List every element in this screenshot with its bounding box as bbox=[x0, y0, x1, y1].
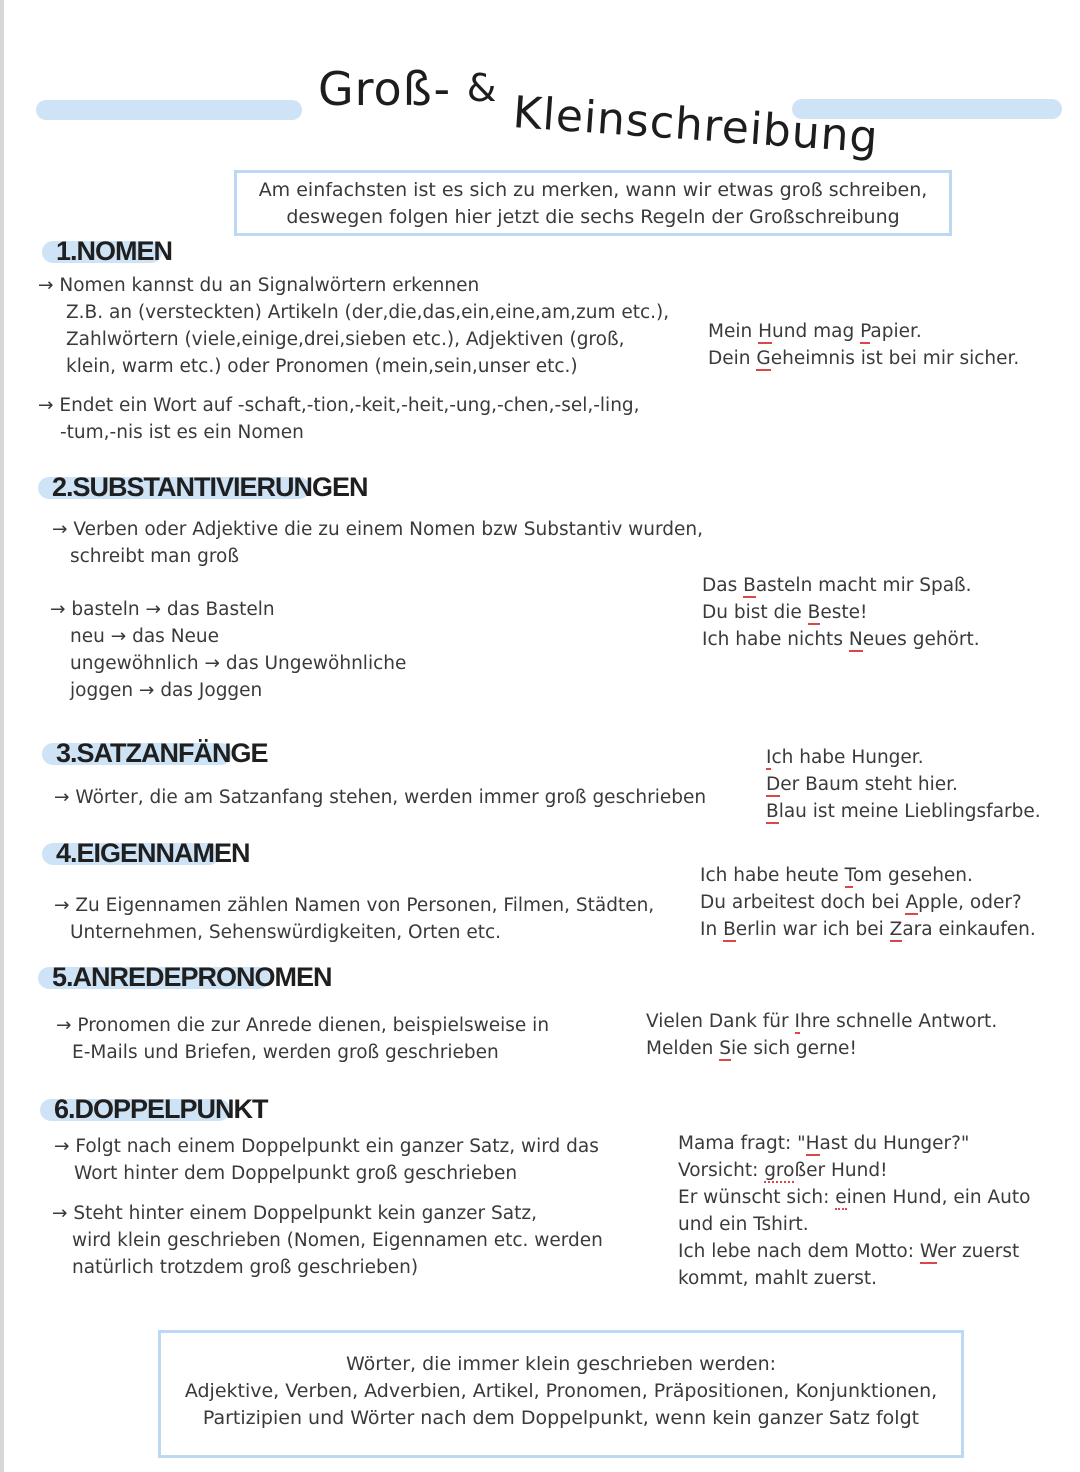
eigen-rule-1: → Zu Eigennamen zählen Namen von Personen, Filmen, Städten, bbox=[54, 895, 655, 916]
nomen-example-1: Mein Hund mag Papier. bbox=[708, 321, 922, 342]
doppel-rule-3: → Steht hinter einem Doppelpunkt kein ganzer Satz, bbox=[52, 1203, 537, 1224]
heading-eigen-text: 4.EIGENNAMEN bbox=[56, 838, 250, 868]
heading-eigennamen bbox=[56, 838, 250, 868]
anrede-example-2: Melden Sie sich gerne! bbox=[646, 1038, 857, 1059]
heading-satzanfaenge bbox=[56, 738, 268, 768]
eigen-example-3: In Berlin war ich bei Zara einkaufen. bbox=[700, 919, 1036, 940]
doppel-example-4: und ein Tshirt. bbox=[678, 1214, 809, 1235]
satz-example-2: Der Baum steht hier. bbox=[766, 774, 958, 795]
heading-substantivierungen bbox=[52, 472, 368, 502]
doppel-rule-2: Wort hinter dem Doppelpunkt groß geschrieben bbox=[74, 1163, 518, 1184]
title-part-1: Groß- bbox=[318, 62, 452, 116]
nomen-rule-6: -tum,-nis ist es ein Nomen bbox=[60, 422, 304, 443]
nomen-example-2: Dein Geheimnis ist bei mir sicher. bbox=[708, 348, 1020, 369]
summary-line-2: Adjektive, Verben, Adverbien, Artikel, Pronomen, Präpositionen, Konjunktionen, bbox=[184, 1380, 938, 1402]
satz-example-3: Blau ist meine Lieblingsfarbe. bbox=[766, 801, 1041, 822]
subst-rule-2: schreibt man groß bbox=[70, 546, 240, 567]
subst-example-2: Du bist die Beste! bbox=[702, 602, 868, 623]
eigen-rule-2: Unternehmen, Sehenswürdigkeiten, Orten etc. bbox=[70, 922, 502, 943]
anrede-rule-1: → Pronomen die zur Anrede dienen, beispielsweise in bbox=[56, 1015, 550, 1036]
doppel-rule-5: natürlich trotzdem groß geschrieben) bbox=[72, 1257, 419, 1278]
subst-rule-6: joggen → das Joggen bbox=[70, 680, 263, 701]
anrede-rule-2: E-Mails und Briefen, werden groß geschrieben bbox=[72, 1042, 499, 1063]
intro-box bbox=[234, 170, 952, 236]
satz-example-1: Ich habe Hunger. bbox=[766, 747, 924, 768]
eigen-example-2: Du arbeitest doch bei Apple, oder? bbox=[700, 892, 1022, 913]
title-ampersand: & bbox=[466, 66, 498, 110]
title-bar-left bbox=[36, 100, 302, 120]
doppel-example-5: Ich lebe nach dem Motto: Wer zuerst bbox=[678, 1241, 1020, 1262]
anrede-example-1: Vielen Dank für Ihre schnelle Antwort. bbox=[646, 1011, 998, 1032]
page-edge bbox=[0, 0, 4, 1472]
heading-subst-text: 2.SUBSTANTIVIERUNGEN bbox=[52, 472, 368, 502]
subst-rule-1: → Verben oder Adjektive die zu einem Nomen bzw Substantiv wurden, bbox=[52, 519, 704, 540]
heading-anredepronomen bbox=[52, 962, 332, 992]
intro-line-2: deswegen folgen hier jetzt die sechs Regeln der Großschreibung bbox=[286, 206, 900, 228]
subst-rule-5: ungewöhnlich → das Ungewöhnliche bbox=[70, 653, 407, 674]
nomen-rule-3: Zahlwörtern (viele,einige,drei,sieben etc.), Adjektiven (groß, bbox=[66, 329, 625, 350]
summary-line-3: Partizipien und Wörter nach dem Doppelpunkt, wenn kein ganzer Satz folgt bbox=[202, 1407, 920, 1429]
intro-line-1: Am einfachsten ist es sich zu merken, wann wir etwas groß schreiben, bbox=[258, 179, 928, 201]
nomen-rule-5: → Endet ein Wort auf -schaft,-tion,-keit,-heit,-ung,-chen,-sel,-ling, bbox=[38, 395, 640, 416]
doppel-rule-1: → Folgt nach einem Doppelpunkt ein ganzer Satz, wird das bbox=[54, 1136, 599, 1157]
page-title bbox=[318, 62, 881, 164]
doppel-example-3: Er wünscht sich: einen Hund, ein Auto bbox=[678, 1187, 1031, 1208]
subst-rule-4: neu → das Neue bbox=[70, 626, 220, 647]
subst-example-3: Ich habe nichts Neues gehört. bbox=[702, 629, 980, 650]
subst-example-1: Das Basteln macht mir Spaß. bbox=[702, 575, 972, 596]
nomen-rule-4: klein, warm etc.) oder Pronomen (mein,sein,unser etc.) bbox=[66, 356, 578, 377]
heading-nomen-text: 1.NOMEN bbox=[56, 236, 173, 266]
subst-rule-3: → basteln → das Basteln bbox=[50, 599, 275, 620]
doppel-rule-4: wird klein geschrieben (Nomen, Eigennamen etc. werden bbox=[72, 1230, 603, 1251]
heading-anrede-text: 5.ANREDEPRONOMEN bbox=[52, 962, 332, 992]
doppel-example-1: Mama fragt: "Hast du Hunger?" bbox=[678, 1133, 970, 1154]
heading-doppel-text: 6.DOPPELPUNKT bbox=[54, 1094, 268, 1124]
eigen-example-1: Ich habe heute Tom gesehen. bbox=[700, 865, 973, 886]
satz-rule-1: → Wörter, die am Satzanfang stehen, werden immer groß geschrieben bbox=[54, 787, 707, 808]
title-part-2: Kleinschreibung bbox=[511, 87, 881, 164]
nomen-rule-1: → Nomen kannst du an Signalwörtern erkennen bbox=[38, 275, 480, 296]
summary-line-1: Wörter, die immer klein geschrieben werden: bbox=[345, 1353, 777, 1375]
summary-box bbox=[158, 1330, 964, 1458]
heading-nomen bbox=[56, 236, 172, 266]
nomen-rule-2: Z.B. an (versteckten) Artikeln (der,die,das,ein,eine,am,zum etc.), bbox=[66, 302, 670, 323]
heading-doppelpunkt bbox=[54, 1094, 268, 1124]
doppel-example-6: kommt, mahlt zuerst. bbox=[678, 1268, 877, 1289]
doppel-example-2: Vorsicht: großer Hund! bbox=[678, 1160, 888, 1181]
heading-satz-text: 3.SATZANFÄNGE bbox=[56, 738, 268, 768]
